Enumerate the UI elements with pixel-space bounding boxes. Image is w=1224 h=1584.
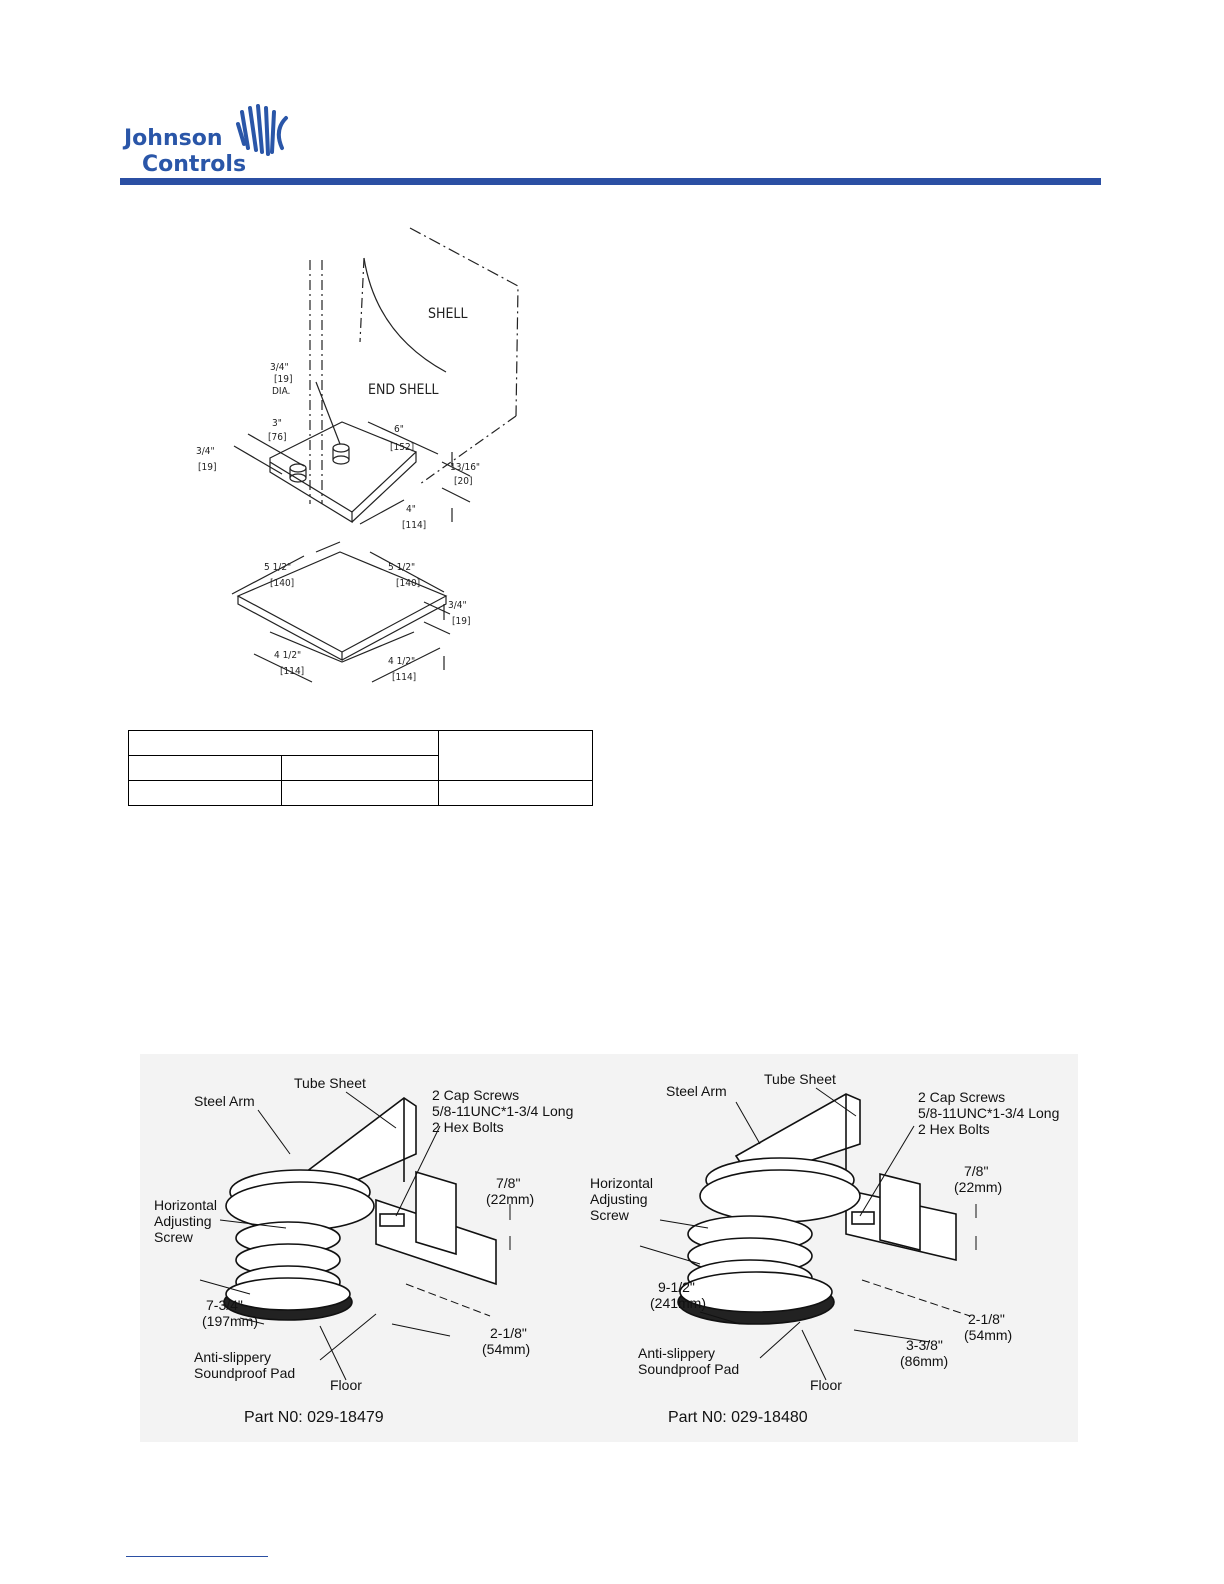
- right-cap-screws-1: 2 Cap Screws: [918, 1089, 1006, 1105]
- dim-1316-mm: [20]: [454, 476, 473, 487]
- left-h-screw-2: Adjusting: [154, 1213, 212, 1229]
- right-dim-912-mm: (241mm): [650, 1295, 707, 1311]
- right-dim-218-in: 2-1/8": [968, 1311, 1005, 1327]
- left-pad-2: Soundproof Pad: [194, 1365, 296, 1381]
- dim-dia-in: 3/4": [270, 362, 289, 373]
- dim-pad-t-mm: [19]: [452, 616, 471, 627]
- label-end-shell: END SHELL: [368, 382, 439, 398]
- table-row: [129, 781, 593, 806]
- table-cell: [129, 731, 439, 756]
- dim-pad-a-in: 5 1/2": [264, 562, 292, 573]
- company-logo: [124, 104, 294, 178]
- spec-table: [128, 730, 593, 806]
- dim-pad-b-mm: [140]: [396, 578, 421, 589]
- left-h-screw-1: Horizontal: [154, 1197, 218, 1213]
- left-dim-218-mm: (54mm): [482, 1341, 531, 1357]
- right-h-screw-2: Adjusting: [590, 1191, 648, 1207]
- table-cell: [282, 756, 439, 781]
- dim-6-mm: [152]: [390, 442, 415, 453]
- dim-4-in: 4": [406, 504, 416, 515]
- dim-34-mm: [19]: [198, 462, 217, 473]
- left-pad-1: Anti-slippery: [194, 1349, 272, 1365]
- left-cap-screws-2: 5/8-11UNC*1-3/4 Long: [432, 1103, 574, 1119]
- dim-dia-mm: [19]: [274, 374, 293, 385]
- left-cap-screws-3: 2 Hex Bolts: [432, 1119, 504, 1135]
- right-dim-338-in: 3-3/8": [906, 1337, 943, 1353]
- right-h-screw-1: Horizontal: [590, 1175, 654, 1191]
- right-cap-screws-2: 5/8-11UNC*1-3/4 Long: [918, 1105, 1060, 1121]
- dim-4-mm: [114]: [402, 520, 427, 531]
- header-rule: [120, 178, 1101, 185]
- right-dim-78-mm: (22mm): [954, 1179, 1003, 1195]
- table-cell: [439, 781, 593, 806]
- dim-pad-a-mm: [140]: [270, 578, 295, 589]
- left-dim-218-in: 2-1/8": [490, 1325, 527, 1341]
- table-cell: [129, 756, 282, 781]
- right-dim-912-in: 9-1/2": [658, 1279, 695, 1295]
- logo-text-line2: Controls: [142, 152, 247, 177]
- right-pad-1: Anti-slippery: [638, 1345, 716, 1361]
- right-dim-78-in: 7/8": [964, 1163, 989, 1179]
- right-floor: Floor: [810, 1377, 842, 1393]
- spring-isolator-drawings: [140, 1054, 1078, 1442]
- left-tube-sheet: Tube Sheet: [294, 1075, 366, 1091]
- dim-1316-in: 13/16": [450, 462, 481, 473]
- right-dim-218-mm: (54mm): [964, 1327, 1013, 1343]
- dim-pad-d-in: 4 1/2": [388, 656, 416, 667]
- table-cell: [439, 731, 593, 781]
- right-dim-338-mm: (86mm): [900, 1353, 949, 1369]
- dim-pad-t-in: 3/4": [448, 600, 467, 611]
- dim-pad-c-mm: [114]: [280, 666, 305, 677]
- right-steel-arm: Steel Arm: [666, 1083, 727, 1099]
- logo-mark-icon: [234, 104, 294, 160]
- dim-34-in: 3/4": [196, 446, 215, 457]
- table-cell: [282, 781, 439, 806]
- right-cap-screws-3: 2 Hex Bolts: [918, 1121, 990, 1137]
- dim-dia-word: DIA.: [272, 386, 291, 397]
- label-shell: SHELL: [428, 306, 468, 322]
- left-dim-78-in: 7/8": [496, 1175, 521, 1191]
- right-h-screw-3: Screw: [590, 1207, 629, 1223]
- right-part-number: Part N0: 029-18480: [668, 1409, 808, 1426]
- mounting-plate-drawing: [192, 222, 526, 696]
- dim-pad-b-in: 5 1/2": [388, 562, 416, 573]
- left-dim-734-in: 7-3/4": [206, 1297, 243, 1313]
- dim-6-in: 6": [394, 424, 404, 435]
- left-steel-arm: Steel Arm: [194, 1093, 255, 1109]
- right-pad-2: Soundproof Pad: [638, 1361, 740, 1377]
- left-cap-screws-1: 2 Cap Screws: [432, 1087, 520, 1103]
- dim-pad-c-in: 4 1/2": [274, 650, 302, 661]
- table-cell: [129, 781, 282, 806]
- left-floor: Floor: [330, 1377, 362, 1393]
- logo-text-line1: Johnson: [124, 126, 223, 151]
- left-dim-78-mm: (22mm): [486, 1191, 535, 1207]
- table-row: [129, 731, 593, 756]
- dim-3-in: 3": [272, 418, 282, 429]
- dim-3-mm: [76]: [268, 432, 287, 443]
- left-h-screw-3: Screw: [154, 1229, 193, 1245]
- left-part-number: Part N0: 029-18479: [244, 1409, 384, 1426]
- left-dim-734-mm: (197mm): [202, 1313, 259, 1329]
- footer-rule: [126, 1556, 268, 1557]
- right-tube-sheet: Tube Sheet: [764, 1071, 836, 1087]
- dim-pad-d-mm: [114]: [392, 672, 417, 683]
